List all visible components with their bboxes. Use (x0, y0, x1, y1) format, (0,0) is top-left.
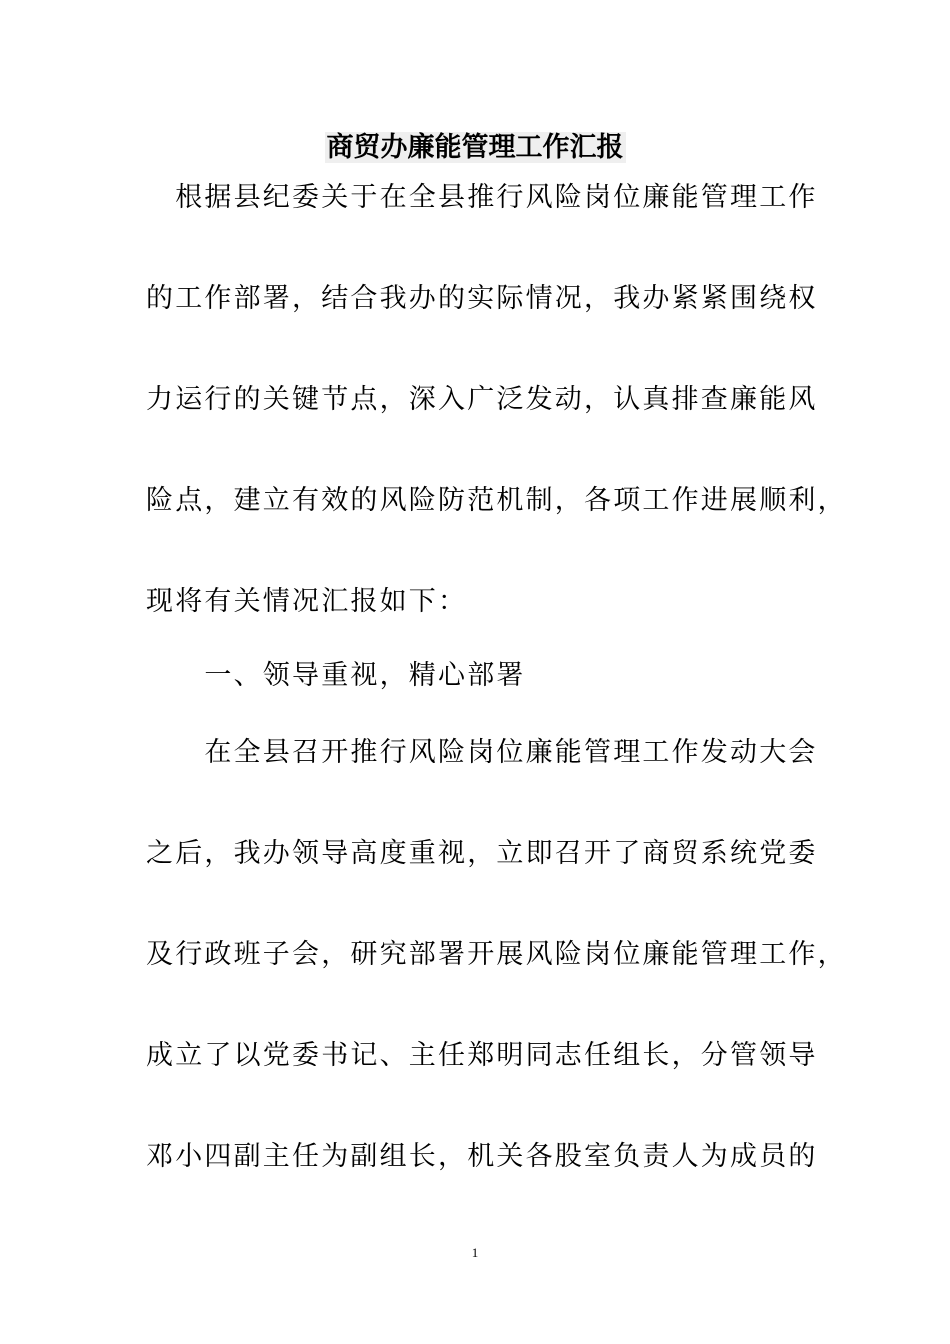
paragraph-line-5: 现将有关情况汇报如下： (146, 586, 468, 617)
paragraph-line-10: 邓小四副主任为副组长，机关各股室负责人为成员的 (146, 1141, 818, 1172)
document-title-text: 商贸办廉能管理工作汇报 (326, 132, 624, 163)
paragraph-line-6: 在全县召开推行风险岗位廉能管理工作发动大会 (146, 737, 818, 768)
document-title (0, 128, 950, 168)
paragraph-line-8: 及行政班子会，研究部署开展风险岗位廉能管理工作， (146, 939, 847, 970)
paragraph-line-4: 险点，建立有效的风险防范机制，各项工作进展顺利， (146, 485, 847, 516)
page-number: 1 (471, 1245, 479, 1260)
section-heading-1: 一、领导重视，精心部署 (146, 660, 526, 691)
paragraph-line-7: 之后，我办领导高度重视，立即召开了商贸系统党委 (146, 838, 818, 869)
paragraph-line-2: 的工作部署，结合我办的实际情况，我办紧紧围绕权 (146, 283, 818, 314)
paragraph-line-9: 成立了以党委书记、主任郑明同志任组长，分管领导 (146, 1040, 818, 1071)
paragraph-line-3: 力运行的关键节点，深入广泛发动，认真排查廉能风 (146, 384, 818, 415)
paragraph-line-1: 根据县纪委关于在全县推行风险岗位廉能管理工作 (146, 182, 818, 213)
